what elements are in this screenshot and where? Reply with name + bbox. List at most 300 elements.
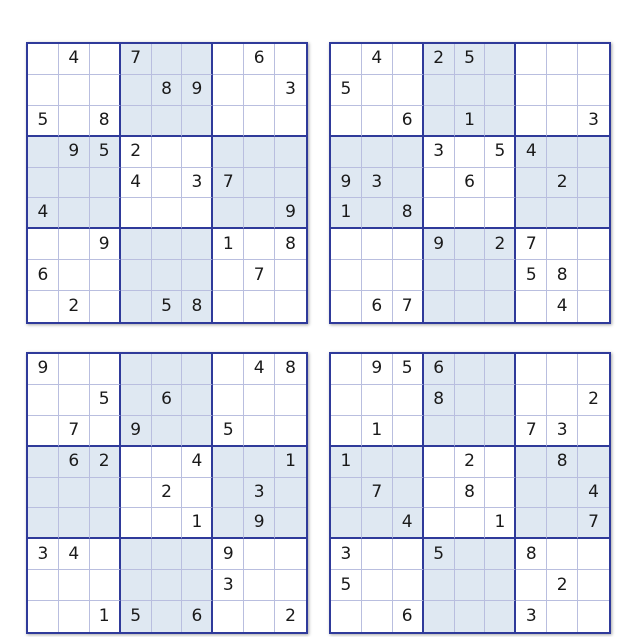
sudoku-cell[interactable] [578, 601, 609, 632]
sudoku-cell[interactable]: 7 [393, 291, 424, 322]
sudoku-cell[interactable] [90, 508, 121, 539]
sudoku-cell[interactable] [90, 168, 121, 199]
sudoku-cell[interactable]: 9 [362, 354, 393, 385]
sudoku-cell[interactable] [362, 137, 393, 168]
sudoku-cell[interactable] [152, 570, 183, 601]
sudoku-cell[interactable] [485, 291, 516, 322]
sudoku-cell[interactable]: 4 [516, 137, 547, 168]
sudoku-cell[interactable] [244, 385, 275, 416]
sudoku-cell[interactable] [275, 416, 306, 447]
sudoku-cell[interactable]: 3 [244, 478, 275, 509]
sudoku-cell[interactable] [424, 260, 455, 291]
sudoku-cell[interactable] [59, 260, 90, 291]
sudoku-cell[interactable] [362, 198, 393, 229]
sudoku-cell[interactable] [275, 508, 306, 539]
sudoku-cell[interactable] [244, 447, 275, 478]
sudoku-cell[interactable] [244, 168, 275, 199]
sudoku-cell[interactable] [578, 198, 609, 229]
sudoku-cell[interactable] [213, 385, 244, 416]
sudoku-cell[interactable]: 4 [547, 291, 578, 322]
sudoku-cell[interactable]: 2 [455, 447, 486, 478]
sudoku-cell[interactable] [362, 229, 393, 260]
sudoku-cell[interactable] [244, 539, 275, 570]
sudoku-cell[interactable]: 5 [331, 75, 362, 106]
sudoku-cell[interactable] [182, 416, 213, 447]
sudoku-cell[interactable]: 8 [547, 447, 578, 478]
sudoku-cell[interactable]: 9 [121, 416, 152, 447]
sudoku-cell[interactable]: 8 [152, 75, 183, 106]
sudoku-cell[interactable] [28, 416, 59, 447]
sudoku-cell[interactable] [152, 416, 183, 447]
sudoku-cell[interactable]: 9 [90, 229, 121, 260]
sudoku-cell[interactable] [485, 106, 516, 137]
sudoku-cell[interactable]: 7 [578, 508, 609, 539]
sudoku-cell[interactable] [393, 260, 424, 291]
sudoku-cell[interactable] [121, 291, 152, 322]
sudoku-cell[interactable] [275, 137, 306, 168]
sudoku-cell[interactable] [90, 354, 121, 385]
sudoku-cell[interactable] [213, 137, 244, 168]
sudoku-cell[interactable] [182, 260, 213, 291]
sudoku-cell[interactable]: 2 [424, 44, 455, 75]
sudoku-cell[interactable] [28, 508, 59, 539]
sudoku-cell[interactable] [28, 75, 59, 106]
sudoku-cell[interactable] [393, 416, 424, 447]
sudoku-cell[interactable]: 3 [182, 168, 213, 199]
sudoku-cell[interactable] [90, 75, 121, 106]
sudoku-cell[interactable] [547, 478, 578, 509]
sudoku-cell[interactable]: 9 [275, 198, 306, 229]
sudoku-cell[interactable] [362, 447, 393, 478]
sudoku-cell[interactable] [121, 570, 152, 601]
sudoku-cell[interactable] [547, 601, 578, 632]
sudoku-cell[interactable] [547, 354, 578, 385]
sudoku-cell[interactable] [455, 198, 486, 229]
sudoku-cell[interactable]: 8 [424, 385, 455, 416]
sudoku-cell[interactable]: 6 [59, 447, 90, 478]
sudoku-cell[interactable]: 4 [59, 539, 90, 570]
sudoku-cell[interactable]: 1 [182, 508, 213, 539]
sudoku-cell[interactable] [331, 416, 362, 447]
sudoku-cell[interactable]: 6 [393, 106, 424, 137]
sudoku-cell[interactable]: 1 [455, 106, 486, 137]
sudoku-cell[interactable] [182, 198, 213, 229]
sudoku-cell[interactable] [182, 229, 213, 260]
sudoku-cell[interactable] [424, 198, 455, 229]
sudoku-cell[interactable] [275, 570, 306, 601]
sudoku-cell[interactable] [152, 106, 183, 137]
sudoku-cell[interactable] [28, 229, 59, 260]
sudoku-cell[interactable] [152, 198, 183, 229]
sudoku-cell[interactable] [213, 291, 244, 322]
sudoku-cell[interactable] [516, 291, 547, 322]
sudoku-cell[interactable] [516, 570, 547, 601]
sudoku-cell[interactable] [121, 106, 152, 137]
sudoku-cell[interactable] [28, 601, 59, 632]
sudoku-cell[interactable] [331, 137, 362, 168]
sudoku-cell[interactable] [485, 447, 516, 478]
sudoku-cell[interactable] [90, 198, 121, 229]
sudoku-cell[interactable] [516, 168, 547, 199]
sudoku-cell[interactable] [578, 75, 609, 106]
sudoku-cell[interactable] [516, 75, 547, 106]
sudoku-cell[interactable]: 5 [90, 137, 121, 168]
sudoku-cell[interactable]: 6 [182, 601, 213, 632]
sudoku-cell[interactable] [455, 137, 486, 168]
sudoku-cell[interactable]: 4 [182, 447, 213, 478]
sudoku-cell[interactable] [516, 508, 547, 539]
sudoku-cell[interactable]: 2 [121, 137, 152, 168]
sudoku-cell[interactable]: 8 [516, 539, 547, 570]
sudoku-cell[interactable] [362, 75, 393, 106]
sudoku-cell[interactable] [516, 478, 547, 509]
sudoku-cell[interactable] [393, 137, 424, 168]
sudoku-cell[interactable] [275, 44, 306, 75]
sudoku-cell[interactable]: 4 [121, 168, 152, 199]
sudoku-cell[interactable] [121, 260, 152, 291]
sudoku-cell[interactable] [393, 385, 424, 416]
sudoku-cell[interactable] [331, 229, 362, 260]
sudoku-cell[interactable]: 1 [331, 447, 362, 478]
sudoku-cell[interactable] [28, 291, 59, 322]
sudoku-cell[interactable] [182, 570, 213, 601]
sudoku-cell[interactable] [59, 601, 90, 632]
sudoku-cell[interactable] [362, 106, 393, 137]
sudoku-cell[interactable] [28, 570, 59, 601]
sudoku-cell[interactable]: 4 [578, 478, 609, 509]
sudoku-cell[interactable] [331, 291, 362, 322]
sudoku-cell[interactable]: 1 [362, 416, 393, 447]
sudoku-cell[interactable]: 3 [275, 75, 306, 106]
sudoku-cell[interactable] [59, 354, 90, 385]
sudoku-cell[interactable]: 6 [244, 44, 275, 75]
sudoku-cell[interactable] [182, 106, 213, 137]
sudoku-cell[interactable] [331, 601, 362, 632]
sudoku-cell[interactable] [331, 106, 362, 137]
sudoku-cell[interactable]: 2 [547, 570, 578, 601]
sudoku-cell[interactable] [182, 354, 213, 385]
sudoku-cell[interactable]: 4 [244, 354, 275, 385]
sudoku-cell[interactable]: 6 [152, 385, 183, 416]
sudoku-cell[interactable] [275, 385, 306, 416]
sudoku-cell[interactable] [152, 168, 183, 199]
sudoku-cell[interactable] [393, 229, 424, 260]
sudoku-cell[interactable]: 6 [455, 168, 486, 199]
sudoku-cell[interactable]: 9 [331, 168, 362, 199]
sudoku-cell[interactable] [28, 168, 59, 199]
sudoku-cell[interactable]: 8 [547, 260, 578, 291]
sudoku-cell[interactable]: 8 [90, 106, 121, 137]
sudoku-cell[interactable]: 9 [182, 75, 213, 106]
sudoku-cell[interactable] [485, 354, 516, 385]
sudoku-cell[interactable] [547, 229, 578, 260]
sudoku-cell[interactable]: 8 [455, 478, 486, 509]
sudoku-cell[interactable] [455, 416, 486, 447]
sudoku-cell[interactable] [578, 570, 609, 601]
sudoku-cell[interactable]: 2 [485, 229, 516, 260]
sudoku-cell[interactable] [455, 570, 486, 601]
sudoku-cell[interactable] [152, 137, 183, 168]
sudoku-cell[interactable] [152, 601, 183, 632]
sudoku-cell[interactable] [424, 168, 455, 199]
sudoku-cell[interactable]: 8 [182, 291, 213, 322]
sudoku-cell[interactable]: 2 [90, 447, 121, 478]
sudoku-cell[interactable]: 6 [424, 354, 455, 385]
sudoku-cell[interactable]: 3 [424, 137, 455, 168]
sudoku-cell[interactable]: 9 [28, 354, 59, 385]
sudoku-cell[interactable]: 4 [28, 198, 59, 229]
sudoku-cell[interactable] [121, 229, 152, 260]
sudoku-cell[interactable] [547, 137, 578, 168]
sudoku-cell[interactable]: 3 [516, 601, 547, 632]
sudoku-cell[interactable] [362, 570, 393, 601]
sudoku-cell[interactable] [275, 168, 306, 199]
sudoku-cell[interactable] [121, 385, 152, 416]
sudoku-cell[interactable]: 4 [59, 44, 90, 75]
sudoku-cell[interactable] [485, 478, 516, 509]
sudoku-cell[interactable] [485, 75, 516, 106]
sudoku-cell[interactable] [516, 198, 547, 229]
sudoku-cell[interactable] [59, 168, 90, 199]
sudoku-cell[interactable]: 1 [275, 447, 306, 478]
sudoku-cell[interactable] [275, 106, 306, 137]
sudoku-cell[interactable] [59, 570, 90, 601]
sudoku-cell[interactable] [578, 44, 609, 75]
sudoku-cell[interactable] [393, 478, 424, 509]
sudoku-cell[interactable] [121, 478, 152, 509]
sudoku-cell[interactable] [331, 385, 362, 416]
sudoku-cell[interactable] [485, 198, 516, 229]
sudoku-cell[interactable] [516, 106, 547, 137]
sudoku-cell[interactable] [424, 106, 455, 137]
sudoku-cell[interactable] [424, 508, 455, 539]
sudoku-cell[interactable] [213, 508, 244, 539]
sudoku-cell[interactable]: 2 [547, 168, 578, 199]
sudoku-cell[interactable] [455, 385, 486, 416]
sudoku-cell[interactable] [182, 137, 213, 168]
sudoku-cell[interactable] [516, 44, 547, 75]
sudoku-cell[interactable] [244, 137, 275, 168]
sudoku-cell[interactable]: 1 [485, 508, 516, 539]
sudoku-cell[interactable] [244, 291, 275, 322]
sudoku-cell[interactable] [393, 539, 424, 570]
sudoku-cell[interactable] [121, 198, 152, 229]
sudoku-cell[interactable] [578, 137, 609, 168]
sudoku-cell[interactable]: 5 [485, 137, 516, 168]
sudoku-cell[interactable]: 5 [393, 354, 424, 385]
sudoku-cell[interactable] [455, 354, 486, 385]
sudoku-cell[interactable]: 1 [90, 601, 121, 632]
sudoku-cell[interactable] [331, 260, 362, 291]
sudoku-cell[interactable]: 7 [516, 416, 547, 447]
sudoku-cell[interactable] [213, 601, 244, 632]
sudoku-cell[interactable] [90, 570, 121, 601]
sudoku-cell[interactable] [424, 447, 455, 478]
sudoku-cell[interactable]: 7 [213, 168, 244, 199]
sudoku-cell[interactable] [578, 354, 609, 385]
sudoku-cell[interactable] [547, 508, 578, 539]
sudoku-cell[interactable] [152, 44, 183, 75]
sudoku-cell[interactable] [59, 106, 90, 137]
sudoku-cell[interactable] [244, 601, 275, 632]
sudoku-cell[interactable] [28, 385, 59, 416]
sudoku-cell[interactable] [213, 478, 244, 509]
sudoku-cell[interactable] [455, 601, 486, 632]
sudoku-cell[interactable]: 6 [362, 291, 393, 322]
sudoku-cell[interactable] [121, 354, 152, 385]
sudoku-cell[interactable] [424, 416, 455, 447]
sudoku-cell[interactable]: 3 [547, 416, 578, 447]
sudoku-cell[interactable] [393, 570, 424, 601]
sudoku-cell[interactable]: 6 [28, 260, 59, 291]
sudoku-cell[interactable] [152, 539, 183, 570]
sudoku-cell[interactable] [485, 168, 516, 199]
sudoku-cell[interactable]: 5 [516, 260, 547, 291]
sudoku-cell[interactable] [424, 570, 455, 601]
sudoku-cell[interactable] [485, 570, 516, 601]
sudoku-cell[interactable]: 9 [244, 508, 275, 539]
sudoku-cell[interactable]: 3 [331, 539, 362, 570]
sudoku-cell[interactable] [455, 229, 486, 260]
sudoku-cell[interactable]: 5 [28, 106, 59, 137]
sudoku-cell[interactable] [455, 260, 486, 291]
sudoku-cell[interactable] [485, 44, 516, 75]
sudoku-cell[interactable]: 1 [331, 198, 362, 229]
sudoku-cell[interactable] [578, 168, 609, 199]
sudoku-cell[interactable] [578, 291, 609, 322]
sudoku-cell[interactable]: 5 [424, 539, 455, 570]
sudoku-cell[interactable] [393, 75, 424, 106]
sudoku-cell[interactable] [547, 539, 578, 570]
sudoku-cell[interactable] [485, 385, 516, 416]
sudoku-cell[interactable] [152, 447, 183, 478]
sudoku-cell[interactable] [244, 416, 275, 447]
sudoku-cell[interactable] [213, 198, 244, 229]
sudoku-cell[interactable] [59, 229, 90, 260]
sudoku-cell[interactable]: 4 [362, 44, 393, 75]
sudoku-cell[interactable] [244, 229, 275, 260]
sudoku-cell[interactable] [485, 539, 516, 570]
sudoku-cell[interactable] [331, 478, 362, 509]
sudoku-cell[interactable] [244, 198, 275, 229]
sudoku-cell[interactable] [331, 508, 362, 539]
sudoku-cell[interactable] [424, 75, 455, 106]
sudoku-cell[interactable] [28, 44, 59, 75]
sudoku-cell[interactable] [362, 508, 393, 539]
sudoku-cell[interactable] [424, 478, 455, 509]
sudoku-cell[interactable]: 5 [455, 44, 486, 75]
sudoku-cell[interactable] [485, 416, 516, 447]
sudoku-cell[interactable] [213, 447, 244, 478]
sudoku-cell[interactable] [485, 601, 516, 632]
sudoku-cell[interactable] [90, 416, 121, 447]
sudoku-cell[interactable] [213, 106, 244, 137]
sudoku-cell[interactable] [59, 75, 90, 106]
sudoku-cell[interactable] [393, 447, 424, 478]
sudoku-cell[interactable] [90, 539, 121, 570]
sudoku-cell[interactable]: 8 [275, 229, 306, 260]
sudoku-cell[interactable]: 7 [244, 260, 275, 291]
sudoku-cell[interactable]: 3 [28, 539, 59, 570]
sudoku-cell[interactable] [424, 291, 455, 322]
sudoku-cell[interactable] [121, 447, 152, 478]
sudoku-cell[interactable]: 2 [285, 606, 296, 627]
sudoku-cell[interactable]: 5 [152, 291, 183, 322]
sudoku-cell[interactable]: 7 [59, 416, 90, 447]
sudoku-cell[interactable] [362, 601, 393, 632]
sudoku-cell[interactable] [59, 198, 90, 229]
sudoku-cell[interactable] [547, 44, 578, 75]
sudoku-cell[interactable]: 8 [393, 198, 424, 229]
sudoku-cell[interactable] [547, 385, 578, 416]
sudoku-cell[interactable] [455, 508, 486, 539]
sudoku-cell[interactable] [121, 539, 152, 570]
sudoku-cell[interactable] [182, 539, 213, 570]
sudoku-cell[interactable] [213, 44, 244, 75]
sudoku-cell[interactable] [393, 44, 424, 75]
sudoku-cell[interactable]: 2 [578, 385, 609, 416]
sudoku-cell[interactable] [485, 260, 516, 291]
sudoku-cell[interactable]: 1 [213, 229, 244, 260]
sudoku-cell[interactable] [152, 260, 183, 291]
sudoku-cell[interactable] [152, 354, 183, 385]
sudoku-cell[interactable] [244, 570, 275, 601]
sudoku-cell[interactable] [578, 447, 609, 478]
sudoku-cell[interactable] [59, 385, 90, 416]
sudoku-cell[interactable] [244, 75, 275, 106]
sudoku-cell[interactable] [362, 260, 393, 291]
sudoku-cell[interactable] [547, 106, 578, 137]
sudoku-cell[interactable] [547, 198, 578, 229]
sudoku-cell[interactable] [28, 137, 59, 168]
sudoku-cell[interactable] [90, 260, 121, 291]
sudoku-cell[interactable] [275, 260, 306, 291]
sudoku-cell[interactable] [578, 229, 609, 260]
sudoku-cell[interactable] [90, 478, 121, 509]
sudoku-cell[interactable] [331, 44, 362, 75]
sudoku-cell[interactable] [516, 354, 547, 385]
sudoku-cell[interactable]: 3 [362, 168, 393, 199]
sudoku-cell[interactable]: 3 [213, 570, 244, 601]
sudoku-cell[interactable]: 5 [90, 385, 121, 416]
sudoku-cell[interactable] [578, 260, 609, 291]
sudoku-cell[interactable] [121, 508, 152, 539]
sudoku-cell[interactable]: 5 [213, 416, 244, 447]
sudoku-cell[interactable] [516, 385, 547, 416]
sudoku-cell[interactable]: 9 [59, 137, 90, 168]
sudoku-cell[interactable] [213, 354, 244, 385]
sudoku-cell[interactable] [182, 478, 213, 509]
sudoku-cell[interactable] [455, 75, 486, 106]
sudoku-cell[interactable] [424, 601, 455, 632]
sudoku-cell[interactable] [455, 291, 486, 322]
sudoku-cell[interactable] [90, 44, 121, 75]
sudoku-cell[interactable] [121, 75, 152, 106]
sudoku-cell[interactable] [244, 106, 275, 137]
sudoku-cell[interactable]: 5 [121, 601, 152, 632]
sudoku-cell[interactable] [331, 354, 362, 385]
sudoku-cell[interactable] [275, 478, 306, 509]
sudoku-cell[interactable]: 7 [121, 44, 152, 75]
sudoku-cell[interactable] [213, 75, 244, 106]
sudoku-cell[interactable] [59, 508, 90, 539]
sudoku-cell[interactable]: 2 [152, 478, 183, 509]
sudoku-cell[interactable]: 2 [59, 291, 90, 322]
sudoku-cell[interactable] [275, 291, 306, 322]
sudoku-cell[interactable]: 9 [213, 539, 244, 570]
sudoku-cell[interactable]: 8 [275, 354, 306, 385]
sudoku-cell[interactable] [275, 539, 306, 570]
